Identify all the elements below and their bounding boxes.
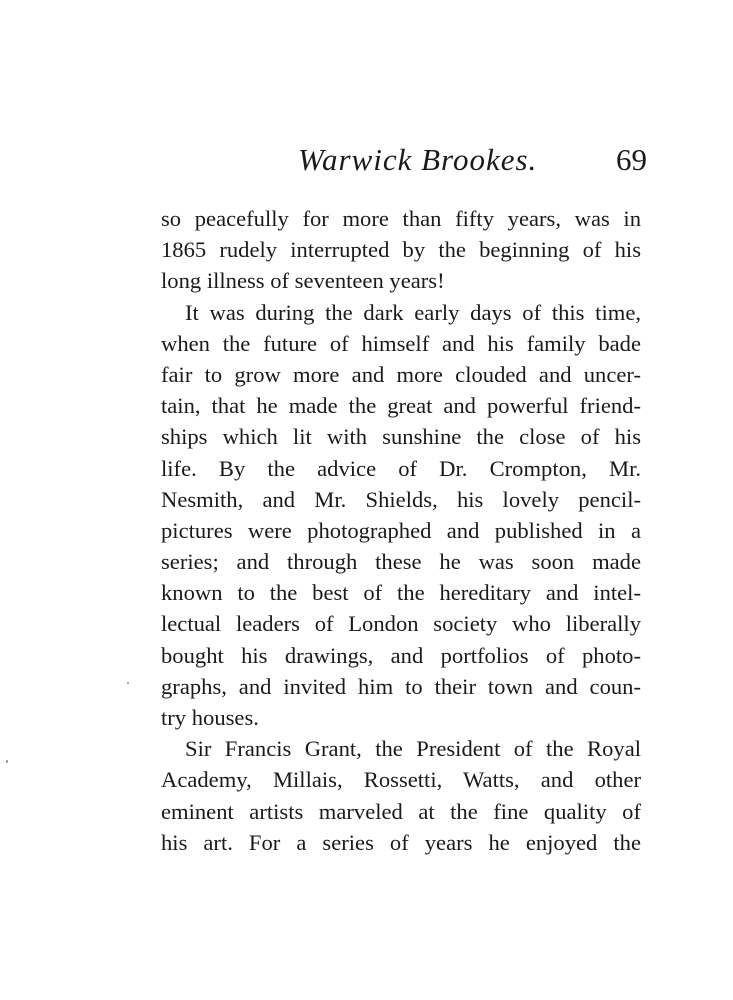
text-line: graphs, and invited him to their town and coun-	[161, 673, 641, 699]
page-number: 69	[616, 142, 647, 177]
running-title: Warwick Brookes.	[298, 142, 538, 177]
text-line: bought his drawings, and portfolios of photo-	[161, 642, 641, 668]
text-line: eminent artists marveled at the fine quality of	[161, 798, 641, 824]
text-line: It was during the dark early days of this time,	[185, 299, 641, 325]
running-header	[160, 140, 647, 180]
text-line: tain, that he made the great and powerful friend-	[161, 393, 641, 419]
text-line: fair to grow more and more clouded and uncer-	[161, 361, 641, 387]
text-line: series; and through these he was soon made	[161, 549, 641, 575]
paragraph	[161, 203, 641, 297]
text-line: life. By the advice of Dr. Crompton, Mr.	[161, 455, 641, 481]
text-line: try houses.	[161, 705, 259, 730]
paragraph	[161, 733, 641, 858]
text-line: long illness of seventeen years!	[161, 268, 445, 294]
text-line: so peacefully for more than fifty years, was in	[161, 206, 641, 231]
scan-speck	[127, 682, 129, 684]
text-line: pictures were photographed and published in a	[161, 517, 641, 543]
text-line: when the future of himself and his family bade	[161, 330, 641, 356]
text-line: lectual leaders of London society who liberally	[161, 611, 641, 637]
text-line: ships which lit with sunshine the close of his	[161, 424, 641, 450]
text-line: his art. For a series of years he enjoyed the	[161, 829, 641, 855]
text-line: Academy, Millais, Rossetti, Watts, and other	[161, 767, 641, 793]
body-text	[161, 203, 641, 858]
text-line: Nesmith, and Mr. Shields, his lovely pencil-	[161, 486, 641, 512]
text-line: 1865 rudely interrupted by the beginning of his	[161, 237, 641, 263]
scan-speck	[6, 760, 8, 763]
text-line: known to the best of the hereditary and intel-	[161, 580, 641, 606]
paragraph	[161, 297, 641, 734]
text-line: Sir Francis Grant, the President of the Royal	[185, 736, 641, 762]
